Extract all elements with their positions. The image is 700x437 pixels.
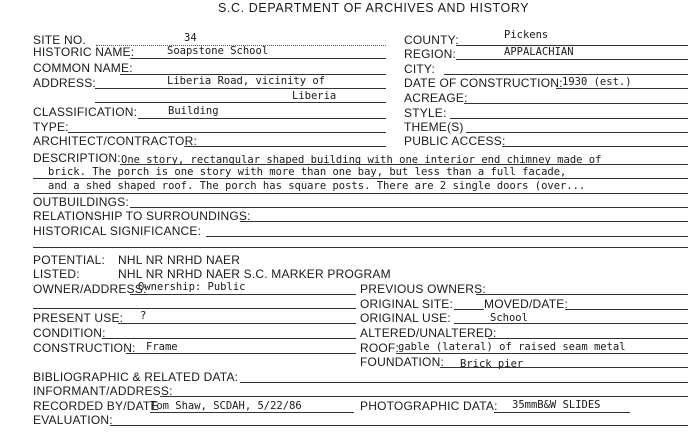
common-name-label: COMMON NAME: — [33, 61, 133, 75]
theme-line — [466, 132, 688, 133]
historic-name-line — [130, 58, 386, 59]
roof-value: gable (lateral) of raised seam metal — [398, 341, 626, 353]
construction-label: CONSTRUCTION: — [33, 341, 136, 355]
potential-label: POTENTIAL: — [33, 253, 106, 267]
outbuildings-line — [130, 207, 688, 208]
county-value: Pickens — [504, 29, 549, 41]
outbuildings-label: OUTBUILDINGS: — [33, 195, 129, 209]
style-line — [450, 118, 688, 119]
owner-address-value: Ownership: Public — [138, 281, 246, 293]
photographic-label: PHOTOGRAPHIC DATA: — [360, 399, 498, 413]
address-value-line1: Liberia Road, vicinity of — [167, 75, 326, 87]
present-use-line — [118, 323, 356, 324]
potential-options: NHL NR NRHD NAER — [118, 253, 241, 267]
theme-label: THEME(S) — [404, 120, 464, 134]
type-label: TYPE: — [33, 120, 69, 134]
relationship-line — [240, 221, 688, 222]
photographic-line — [494, 412, 630, 413]
informant-line — [160, 396, 688, 397]
original-use-value: School — [490, 312, 528, 324]
description-label: DESCRIPTION: — [33, 151, 121, 165]
classification-label: CLASSIFICATION: — [33, 105, 138, 119]
style-label: STYLE: — [404, 106, 447, 120]
original-use-label: ORIGINAL USE: — [360, 311, 451, 325]
photographic-value: 35mmB&W SLIDES — [512, 399, 601, 411]
historic-name-label: HISTORIC NAME: — [33, 45, 135, 59]
public-access-label: PUBLIC ACCESS: — [404, 134, 506, 148]
historic-name-value: Soapstone School — [167, 45, 269, 57]
recorded-by-line — [150, 412, 354, 413]
city-label: CITY: — [404, 62, 436, 76]
acreage-label: ACREAGE: — [404, 91, 468, 105]
date-of-construction-value: 1930 (est.) — [562, 76, 632, 88]
evaluation-label: EVALUATION: — [33, 413, 113, 427]
address-value-line2: Liberia — [292, 90, 337, 102]
address-line — [95, 88, 386, 89]
altered-label: ALTERED/UNALTERED: — [360, 326, 497, 340]
site-no-label: SITE NO. — [33, 33, 86, 47]
bibliographic-label: BIBLIOGRAPHIC & RELATED DATA: — [33, 370, 239, 384]
roof-label: ROOF: — [360, 341, 399, 355]
construction-line — [126, 353, 356, 354]
description-line-1: One story, rectangular shaped building with one interior end chimney made of — [121, 154, 602, 166]
significance-extra-line — [33, 247, 688, 248]
classification-value: Building — [168, 105, 219, 117]
address-label: ADDRESS: — [33, 76, 96, 90]
historical-significance-line — [206, 236, 688, 237]
address-line-2 — [95, 102, 386, 103]
site-no-value: 34 — [184, 32, 197, 44]
foundation-label: FOUNDATION: — [360, 355, 444, 369]
region-value: APPALACHIAN — [504, 46, 574, 58]
previous-owners-label: PREVIOUS OWNERS: — [360, 282, 486, 296]
evaluation-line — [110, 425, 688, 426]
recorded-by-label: RECORDED BY/DATE — [33, 399, 159, 413]
acreage-line — [464, 103, 688, 104]
description-rule-3 — [33, 193, 688, 194]
historical-significance-label: HISTORICAL SIGNIFICANCE: — [33, 224, 202, 238]
city-line — [444, 74, 688, 75]
owner-address-label: OWNER/ADDRESS: — [33, 282, 147, 296]
recorded-by-value: Tom Shaw, SCDAH, 5/22/86 — [150, 400, 302, 412]
classification-line — [138, 118, 386, 119]
architect-label: ARCHITECT/CONTRACTOR: — [33, 134, 197, 148]
condition-label: CONDITION: — [33, 326, 106, 340]
public-access-line — [502, 146, 688, 147]
description-line-2: brick. The porch is one story with more than one bay, but less than a full facade, — [48, 166, 567, 178]
condition-line — [102, 338, 356, 339]
construction-value: Frame — [146, 341, 178, 353]
region-label: REGION: — [404, 47, 457, 61]
county-label: COUNTY: — [404, 33, 459, 47]
original-site-label: ORIGINAL SITE: — [360, 297, 454, 311]
description-line-3: and a shed shaped roof. The porch has square posts. There are 2 single doors (over... — [48, 180, 586, 192]
architect-line — [184, 146, 386, 147]
listed-label: LISTED: — [33, 267, 80, 281]
bibliographic-line — [240, 382, 688, 383]
owner-address-line — [130, 294, 356, 295]
date-of-construction-label: DATE OF CONSTRUCTION: — [404, 76, 563, 90]
owner-address-line-2 — [33, 308, 356, 309]
description-rule-2 — [33, 178, 688, 179]
type-line — [68, 132, 386, 133]
foundation-value: Brick pier — [460, 358, 524, 370]
listed-options: NHL NR NRHD NAER S.C. MARKER PROGRAM — [118, 267, 391, 281]
original-site-line — [454, 309, 484, 310]
present-use-label: PRESENT USE: — [33, 311, 124, 325]
relationship-label: RELATIONSHIP TO SURROUNDINGS: — [33, 209, 251, 223]
present-use-value: ? — [140, 310, 147, 322]
informant-label: INFORMANT/ADDRESS: — [33, 384, 173, 398]
date-of-construction-line — [556, 88, 688, 89]
altered-line — [488, 338, 688, 339]
region-line — [456, 59, 688, 60]
previous-owners-line — [476, 294, 688, 295]
department-header: S.C. DEPARTMENT OF ARCHIVES AND HISTORY — [218, 1, 530, 15]
moved-date-label: MOVED/DATE: — [484, 297, 568, 311]
moved-date-line — [565, 309, 688, 310]
roof-line — [396, 353, 688, 354]
description-rule-1 — [120, 164, 688, 165]
